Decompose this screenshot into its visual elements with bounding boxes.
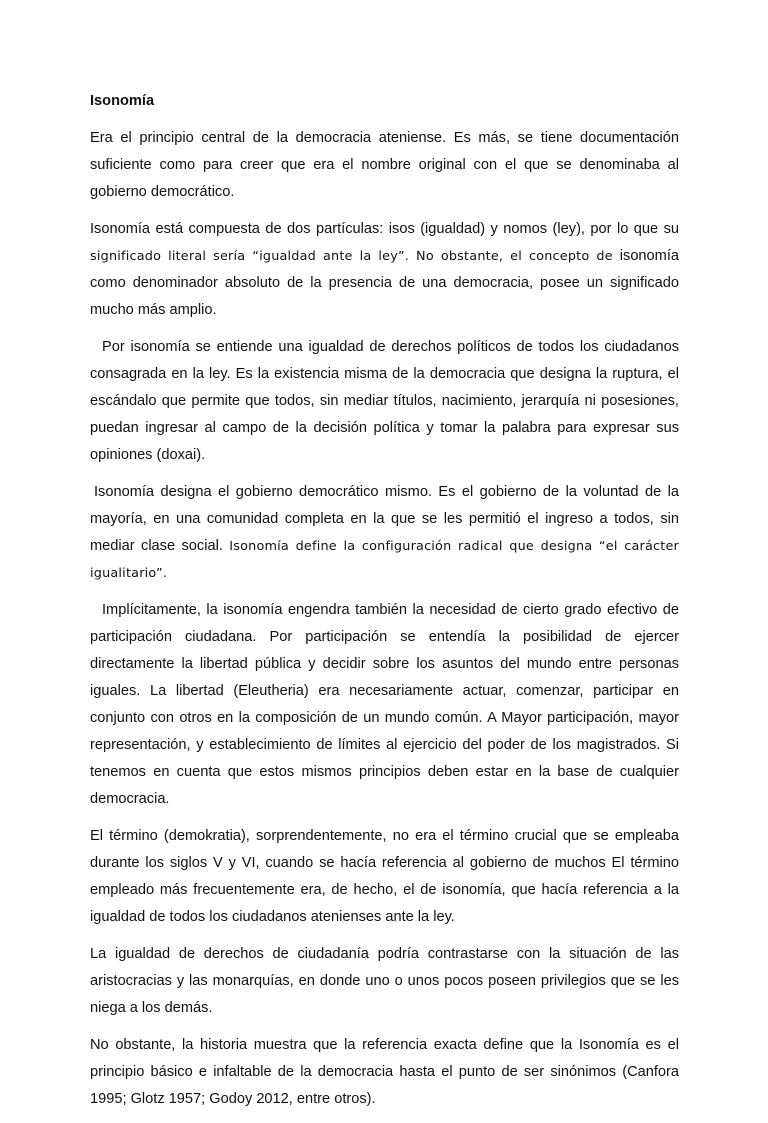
paragraph-2: [90, 216, 679, 324]
paragraph-2-part-b: significado literal sería “igualdad ante la ley”. No obstante, el concepto de: [90, 249, 620, 264]
document-body: [90, 88, 679, 1123]
paragraph-4: [90, 479, 679, 587]
paragraph-2-part-a: Isonomía está compuesta de dos partículas: isos (igualdad) y nomos (ley), por lo que su: [90, 221, 679, 237]
paragraph-6: El término (demokratia), sorprendentemente, no era el término crucial que se empleaba durante los siglos V y VI, cuando se hacía referencia al gobierno de muchos El término empleado más frecuentemente era, de hecho, el de isonomía, que hacía referencia a la igualdad de todos los ciudadanos atenienses ante la ley.: [90, 828, 679, 925]
paragraph-7: La igualdad de derechos de ciudadanía podría contrastarse con la situación de las aristocracias y las monarquías, en donde uno o unos pocos poseen privilegios que se les niega a los demás.: [90, 946, 679, 1016]
paragraph-4-part-a: Isonomía designa el gobierno democrático mismo. Es el gobierno de la voluntad de la mayoría, en una comunidad completa en la que se les permitió el ingreso a todos, sin mediar clase social.: [90, 484, 679, 554]
paragraph-5: Implícitamente, la isonomía engendra también la necesidad de cierto grado efectivo de participación ciudadana. Por participación se entendía la posibilidad de ejercer directamente la libertad pública y decidir sobre los asuntos del mundo entre personas iguales. La libertad (Eleutheria) era necesariamente actuar, comenzar, participar en conjunto con otros en la composición de un mundo común. A Mayor participación, mayor representación, y establecimiento de límites al ejercicio del poder de los magistrados. Si tenemos en cuenta que estos mismos principios deben estar en la base de cualquier democracia.: [90, 602, 679, 807]
paragraph-2-part-c: isonomía como denominador absoluto de la presencia de una democracia, posee un significado mucho más amplio.: [90, 248, 679, 318]
paragraph-8: No obstante, la historia muestra que la referencia exacta define que la Isonomía es el principio básico e infaltable de la democracia hasta el punto de ser sinónimos (Canfora 1995; Glotz 1957; Godoy 2012, entre otros).: [90, 1037, 679, 1107]
paragraph-4-part-b: Isonomía define la configuración radical que designa “el carácter igualitario”.: [90, 539, 679, 581]
paragraph-1: Era el principio central de la democracia ateniense. Es más, se tiene documentación suficiente como para creer que era el nombre original con el que se denominaba al gobierno democrático.: [90, 130, 679, 200]
paragraph-3: Por isonomía se entiende una igualdad de derechos políticos de todos los ciudadanos consagrada en la ley. Es la existencia misma de la democracia que designa la ruptura, el escándalo que permite que todos, sin mediar títulos, nacimiento, jerarquía ni posesiones, puedan ingresar al campo de la decisión política y tomar la palabra para expresar sus opiniones (doxai).: [90, 339, 679, 463]
document-title: Isonomía: [90, 93, 155, 109]
